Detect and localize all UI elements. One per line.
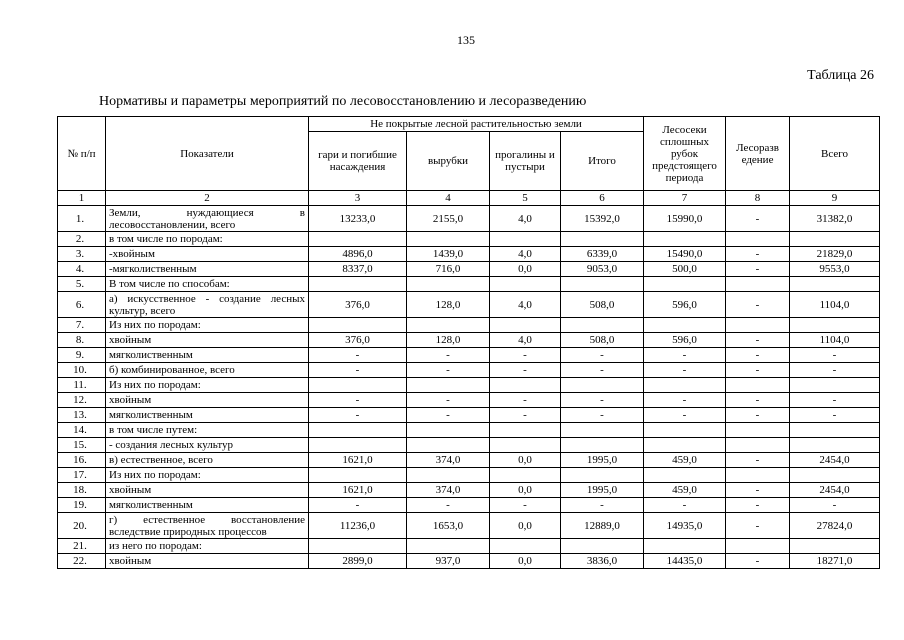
row-number: 17. [58, 468, 106, 483]
cell-clearcuts: 459,0 [644, 483, 726, 498]
cell-clearcuts: - [644, 498, 726, 513]
row-number: 4. [58, 262, 106, 277]
cell-gaps: - [490, 498, 561, 513]
table-row [58, 277, 880, 292]
cell-cuts: 128,0 [407, 292, 490, 318]
column-number: 4 [407, 191, 490, 206]
cell-cuts [407, 468, 490, 483]
cell-burned: 376,0 [309, 292, 407, 318]
cell-afforestation: - [726, 247, 790, 262]
cell-cuts: - [407, 363, 490, 378]
cell-clearcuts: 500,0 [644, 262, 726, 277]
cell-total: 31382,0 [790, 206, 880, 232]
row-indicator: Из них по породам: [106, 318, 309, 333]
row-indicator: хвойным [106, 483, 309, 498]
cell-cuts: - [407, 348, 490, 363]
row-number: 21. [58, 539, 106, 554]
cell-total [790, 423, 880, 438]
cell-burned: - [309, 363, 407, 378]
row-number: 3. [58, 247, 106, 262]
column-number: 5 [490, 191, 561, 206]
cell-clearcuts: 15990,0 [644, 206, 726, 232]
cell-total: 9553,0 [790, 262, 880, 277]
cell-gaps: - [490, 348, 561, 363]
cell-afforestation [726, 378, 790, 393]
cell-cuts [407, 438, 490, 453]
row-number: 20. [58, 513, 106, 539]
cell-subtotal: 6339,0 [561, 247, 644, 262]
cell-cuts [407, 423, 490, 438]
cell-gaps: 4,0 [490, 333, 561, 348]
cell-gaps: - [490, 363, 561, 378]
cell-cuts: 1439,0 [407, 247, 490, 262]
cell-burned [309, 277, 407, 292]
cell-cuts: - [407, 408, 490, 423]
cell-afforestation: - [726, 262, 790, 277]
table-row [58, 318, 880, 333]
cell-total: 2454,0 [790, 453, 880, 468]
cell-total [790, 438, 880, 453]
header-gaps: прогалины и пустыри [490, 132, 561, 191]
cell-afforestation: - [726, 333, 790, 348]
row-number: 13. [58, 408, 106, 423]
cell-gaps: 0,0 [490, 262, 561, 277]
table-row [58, 468, 880, 483]
table-row [58, 554, 880, 569]
cell-total [790, 318, 880, 333]
cell-gaps [490, 423, 561, 438]
cell-clearcuts [644, 468, 726, 483]
cell-gaps [490, 277, 561, 292]
cell-gaps [490, 438, 561, 453]
cell-gaps: 0,0 [490, 554, 561, 569]
header-afforestation: Лесоразв едение [726, 117, 790, 191]
cell-cuts: 374,0 [407, 483, 490, 498]
cell-subtotal [561, 232, 644, 247]
row-indicator: -хвойным [106, 247, 309, 262]
row-indicator: в том числе путем: [106, 423, 309, 438]
cell-total: 1104,0 [790, 333, 880, 348]
row-indicator: б) комбинированное, всего [106, 363, 309, 378]
cell-total [790, 468, 880, 483]
cell-cuts: 128,0 [407, 333, 490, 348]
header-group-uncovered-lands: Не покрытые лесной растительностью земли [309, 117, 644, 132]
cell-total: 27824,0 [790, 513, 880, 539]
row-number: 16. [58, 453, 106, 468]
cell-burned [309, 232, 407, 247]
cell-gaps: 0,0 [490, 453, 561, 468]
cell-gaps: 0,0 [490, 483, 561, 498]
cell-afforestation: - [726, 513, 790, 539]
cell-subtotal: 1995,0 [561, 453, 644, 468]
cell-afforestation: - [726, 408, 790, 423]
table-row [58, 333, 880, 348]
cell-burned: 1621,0 [309, 483, 407, 498]
cell-subtotal: - [561, 348, 644, 363]
table-row [58, 378, 880, 393]
cell-burned: 8337,0 [309, 262, 407, 277]
cell-burned [309, 378, 407, 393]
table-row [58, 513, 880, 539]
cell-cuts [407, 277, 490, 292]
cell-afforestation: - [726, 453, 790, 468]
column-number: 3 [309, 191, 407, 206]
row-indicator: в том числе по породам: [106, 232, 309, 247]
cell-clearcuts [644, 423, 726, 438]
cell-gaps [490, 378, 561, 393]
column-number-row [58, 191, 880, 206]
table-row [58, 438, 880, 453]
cell-afforestation [726, 318, 790, 333]
table-row [58, 262, 880, 277]
cell-afforestation: - [726, 498, 790, 513]
table-row [58, 292, 880, 318]
cell-subtotal: 15392,0 [561, 206, 644, 232]
cell-gaps [490, 539, 561, 554]
cell-total: 2454,0 [790, 483, 880, 498]
row-indicator: Земли, нуждающиеся в лесовосстановлении, всего [106, 206, 309, 232]
cell-afforestation [726, 423, 790, 438]
cell-cuts: 2155,0 [407, 206, 490, 232]
column-number: 1 [58, 191, 106, 206]
cell-afforestation: - [726, 393, 790, 408]
row-number: 12. [58, 393, 106, 408]
row-number: 14. [58, 423, 106, 438]
cell-subtotal: - [561, 363, 644, 378]
row-number: 10. [58, 363, 106, 378]
cell-burned [309, 468, 407, 483]
cell-afforestation [726, 232, 790, 247]
cell-burned [309, 539, 407, 554]
table-row [58, 483, 880, 498]
cell-afforestation: - [726, 554, 790, 569]
cell-afforestation: - [726, 292, 790, 318]
table-body [58, 206, 880, 569]
row-indicator: мягколиственным [106, 348, 309, 363]
cell-total [790, 539, 880, 554]
column-number: 9 [790, 191, 880, 206]
row-indicator: хвойным [106, 333, 309, 348]
cell-subtotal [561, 539, 644, 554]
cell-clearcuts: - [644, 408, 726, 423]
cell-burned: - [309, 393, 407, 408]
cell-gaps: - [490, 408, 561, 423]
cell-clearcuts: - [644, 348, 726, 363]
cell-clearcuts: 14935,0 [644, 513, 726, 539]
cell-burned: 11236,0 [309, 513, 407, 539]
cell-total: 21829,0 [790, 247, 880, 262]
cell-burned: 13233,0 [309, 206, 407, 232]
cell-clearcuts [644, 378, 726, 393]
cell-afforestation [726, 277, 790, 292]
cell-subtotal [561, 378, 644, 393]
cell-afforestation: - [726, 348, 790, 363]
cell-gaps [490, 318, 561, 333]
row-number: 19. [58, 498, 106, 513]
page-number: 135 [457, 33, 475, 47]
column-number: 7 [644, 191, 726, 206]
cell-total: - [790, 408, 880, 423]
cell-burned: 4896,0 [309, 247, 407, 262]
row-indicator: Из них по породам: [106, 468, 309, 483]
table-row [58, 348, 880, 363]
cell-cuts: - [407, 498, 490, 513]
row-indicator: г) естественное восстановление вследствие природных процессов [106, 513, 309, 539]
cell-gaps: 4,0 [490, 206, 561, 232]
cell-total: 1104,0 [790, 292, 880, 318]
cell-total [790, 232, 880, 247]
row-number: 8. [58, 333, 106, 348]
cell-cuts [407, 232, 490, 247]
cell-clearcuts: 596,0 [644, 333, 726, 348]
cell-subtotal [561, 318, 644, 333]
norms-table [57, 116, 880, 569]
cell-clearcuts [644, 318, 726, 333]
row-indicator: мягколиственным [106, 498, 309, 513]
row-number: 6. [58, 292, 106, 318]
cell-clearcuts: - [644, 393, 726, 408]
table-header [58, 117, 880, 206]
row-indicator: В том числе по способам: [106, 277, 309, 292]
header-num: № п/п [58, 117, 106, 191]
row-number: 1. [58, 206, 106, 232]
row-indicator: хвойным [106, 554, 309, 569]
cell-cuts: 1653,0 [407, 513, 490, 539]
cell-total: - [790, 363, 880, 378]
header-total-all: Всего [790, 117, 880, 191]
cell-subtotal: 1995,0 [561, 483, 644, 498]
cell-clearcuts [644, 232, 726, 247]
cell-afforestation [726, 539, 790, 554]
cell-burned: - [309, 408, 407, 423]
header-indicators: Показатели [106, 117, 309, 191]
cell-clearcuts: 596,0 [644, 292, 726, 318]
document-title: Нормативы и параметры мероприятий по лесовосстановлению и лесоразведению [99, 94, 587, 109]
cell-subtotal [561, 438, 644, 453]
table-row [58, 498, 880, 513]
header-burned: гари и погибшие насаждения [309, 132, 407, 191]
cell-gaps: - [490, 393, 561, 408]
row-indicator: в) естественное, всего [106, 453, 309, 468]
cell-subtotal: 12889,0 [561, 513, 644, 539]
cell-cuts: 716,0 [407, 262, 490, 277]
table-row [58, 206, 880, 232]
cell-cuts [407, 318, 490, 333]
column-number: 8 [726, 191, 790, 206]
cell-afforestation: - [726, 206, 790, 232]
row-indicator: а) искусственное - создание лесных культур, всего [106, 292, 309, 318]
cell-total: - [790, 498, 880, 513]
row-number: 18. [58, 483, 106, 498]
header-cuts: вырубки [407, 132, 490, 191]
row-number: 5. [58, 277, 106, 292]
cell-burned [309, 423, 407, 438]
column-number: 2 [106, 191, 309, 206]
cell-afforestation: - [726, 363, 790, 378]
cell-cuts [407, 378, 490, 393]
table-row [58, 363, 880, 378]
cell-clearcuts: 14435,0 [644, 554, 726, 569]
column-number: 6 [561, 191, 644, 206]
row-indicator: Из них по породам: [106, 378, 309, 393]
cell-clearcuts: 459,0 [644, 453, 726, 468]
cell-total: 18271,0 [790, 554, 880, 569]
cell-clearcuts [644, 539, 726, 554]
cell-burned: - [309, 498, 407, 513]
header-clearcuts: Лесосеки сплошных рубок предстоящего периода [644, 117, 726, 191]
cell-total: - [790, 348, 880, 363]
cell-cuts: - [407, 393, 490, 408]
cell-burned [309, 438, 407, 453]
cell-total [790, 378, 880, 393]
cell-subtotal: 9053,0 [561, 262, 644, 277]
row-number: 15. [58, 438, 106, 453]
cell-cuts: 937,0 [407, 554, 490, 569]
row-number: 2. [58, 232, 106, 247]
cell-cuts [407, 539, 490, 554]
table-row [58, 408, 880, 423]
table-row [58, 423, 880, 438]
cell-clearcuts [644, 277, 726, 292]
cell-subtotal [561, 277, 644, 292]
row-indicator: -мягколиственным [106, 262, 309, 277]
row-number: 22. [58, 554, 106, 569]
cell-subtotal: 508,0 [561, 333, 644, 348]
cell-afforestation: - [726, 483, 790, 498]
row-indicator: - создания лесных культур [106, 438, 309, 453]
cell-cuts: 374,0 [407, 453, 490, 468]
cell-burned: - [309, 348, 407, 363]
cell-clearcuts: - [644, 363, 726, 378]
table-number: Таблица 26 [807, 68, 874, 83]
cell-subtotal: - [561, 498, 644, 513]
row-number: 7. [58, 318, 106, 333]
cell-burned [309, 318, 407, 333]
cell-afforestation [726, 468, 790, 483]
cell-subtotal: 3836,0 [561, 554, 644, 569]
cell-subtotal: - [561, 408, 644, 423]
cell-subtotal [561, 423, 644, 438]
cell-gaps [490, 232, 561, 247]
cell-subtotal [561, 468, 644, 483]
cell-subtotal: 508,0 [561, 292, 644, 318]
cell-burned: 2899,0 [309, 554, 407, 569]
header-subtotal: Итого [561, 132, 644, 191]
row-indicator: мягколиственным [106, 408, 309, 423]
row-indicator: хвойным [106, 393, 309, 408]
cell-burned: 376,0 [309, 333, 407, 348]
cell-burned: 1621,0 [309, 453, 407, 468]
cell-gaps: 4,0 [490, 247, 561, 262]
cell-total [790, 277, 880, 292]
row-number: 11. [58, 378, 106, 393]
cell-gaps: 0,0 [490, 513, 561, 539]
table-row [58, 453, 880, 468]
table-row [58, 247, 880, 262]
table-row [58, 539, 880, 554]
cell-gaps [490, 468, 561, 483]
cell-afforestation [726, 438, 790, 453]
cell-clearcuts: 15490,0 [644, 247, 726, 262]
cell-gaps: 4,0 [490, 292, 561, 318]
cell-clearcuts [644, 438, 726, 453]
table-row [58, 393, 880, 408]
cell-total: - [790, 393, 880, 408]
table-row [58, 232, 880, 247]
cell-subtotal: - [561, 393, 644, 408]
row-indicator: из него по породам: [106, 539, 309, 554]
row-number: 9. [58, 348, 106, 363]
